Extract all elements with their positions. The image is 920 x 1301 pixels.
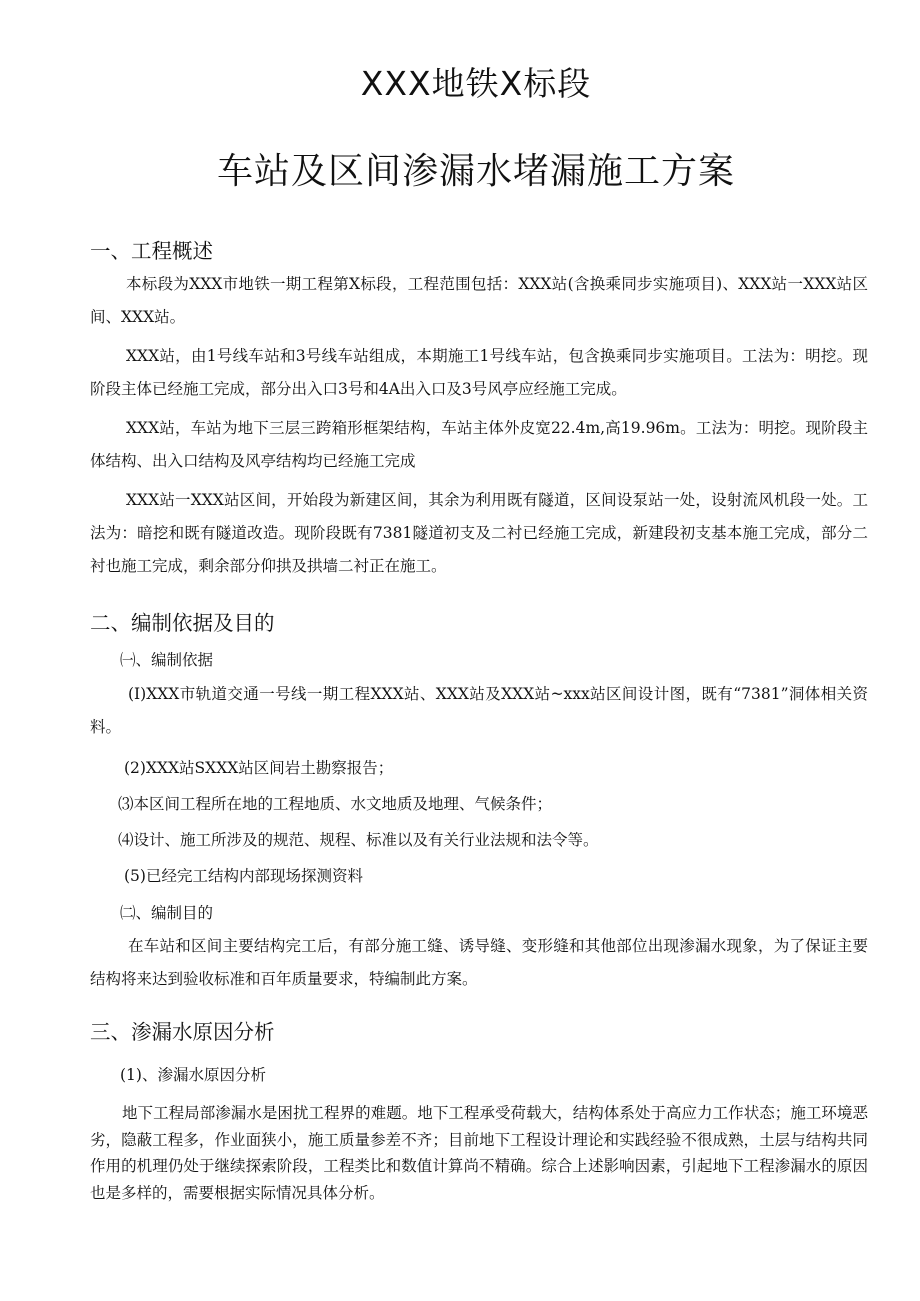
subsection-heading: ㈡、编制目的 xyxy=(120,904,214,922)
section-heading-cause: 三、渗漏水原因分析 xyxy=(90,1020,275,1044)
basis-item: ⑷设计、施工所涉及的规范、规程、标准以及有关行业法规和法令等。 xyxy=(118,831,599,849)
document-title: XXX地铁X标段 xyxy=(360,64,592,103)
paragraph: XXX站，车站为地下三层三跨箱形框架结构，车站主体外皮宽22.4m,高19.96m。工法为：明挖。现阶段主体结构、出入口结构及风亭结构均已经施工完成 xyxy=(90,419,868,470)
basis-item: (2)XXX站SXXX站区间岩土勘察报告； xyxy=(124,759,394,777)
paragraph: 地下工程局部渗漏水是困扰工程界的难题。地下工程承受荷载大，结构体系处于高应力工作状态；施工环境恶劣，隐蔽工程多，作业面狭小，施工质量参差不齐；目前地下工程设计理论和实践经验不很成熟，土层与结构共同作用的机理仍处于继续探索阶段，工程类比和数值计算尚不精确。综合上述影响因素，引起地下工程渗漏水的原因也是多样的，需要根据实际情况具体分析。 xyxy=(90,1104,868,1202)
section-heading-basis: 二、编制依据及目的 xyxy=(90,611,275,635)
paragraph: 在车站和区间主要结构完工后，有部分施工缝、诱导缝、变形缝和其他部位出现渗漏水现象，为了保证主要结构将来达到验收标准和百年质量要求，特编制此方案。 xyxy=(90,937,868,988)
basis-item: ⑶本区间工程所在地的工程地质、水文地质及地理、气候条件； xyxy=(118,795,553,813)
subsection-heading: ㈠、编制依据 xyxy=(120,651,214,669)
paragraph: XXX站一XXX站区间，开始段为新建区间，其余为利用既有隧道，区间设泵站一处，设射流风机段一处。工法为：暗挖和既有隧道改造。现阶段既有7381隧道初支及二衬已经施工完成，新建段初支基本施工完成，部分二衬也施工完成，剩余部分仰拱及拱墙二衬正在施工。 xyxy=(90,491,868,575)
document-subtitle: 车站及区间渗漏水堵漏施工方案 xyxy=(216,151,735,192)
paragraph: XXX站，由1号线车站和3号线车站组成，本期施工1号线车站，包含换乘同步实施项目。工法为：明挖。现阶段主体已经施工完成，部分出入口3号和4A出入口及3号风亭应经施工完成。 xyxy=(90,347,868,398)
subsection-heading: (1)、渗漏水原因分析 xyxy=(120,1066,266,1084)
section-heading-overview: 一、工程概述 xyxy=(90,239,213,263)
basis-item: (I)XXX市轨道交通一号线一期工程XXX站、XXX站及XXX站~xxx站区间设计图，既有“7381”洞体相关资料。 xyxy=(90,685,868,736)
basis-item: (5)已经完工结构内部现场探测资料 xyxy=(124,867,363,885)
paragraph: 本标段为XXX市地铁一期工程第X标段，工程范围包括：XXX站(含换乘同步实施项目)、XXX站一XXX站区间、XXX站。 xyxy=(90,275,868,326)
